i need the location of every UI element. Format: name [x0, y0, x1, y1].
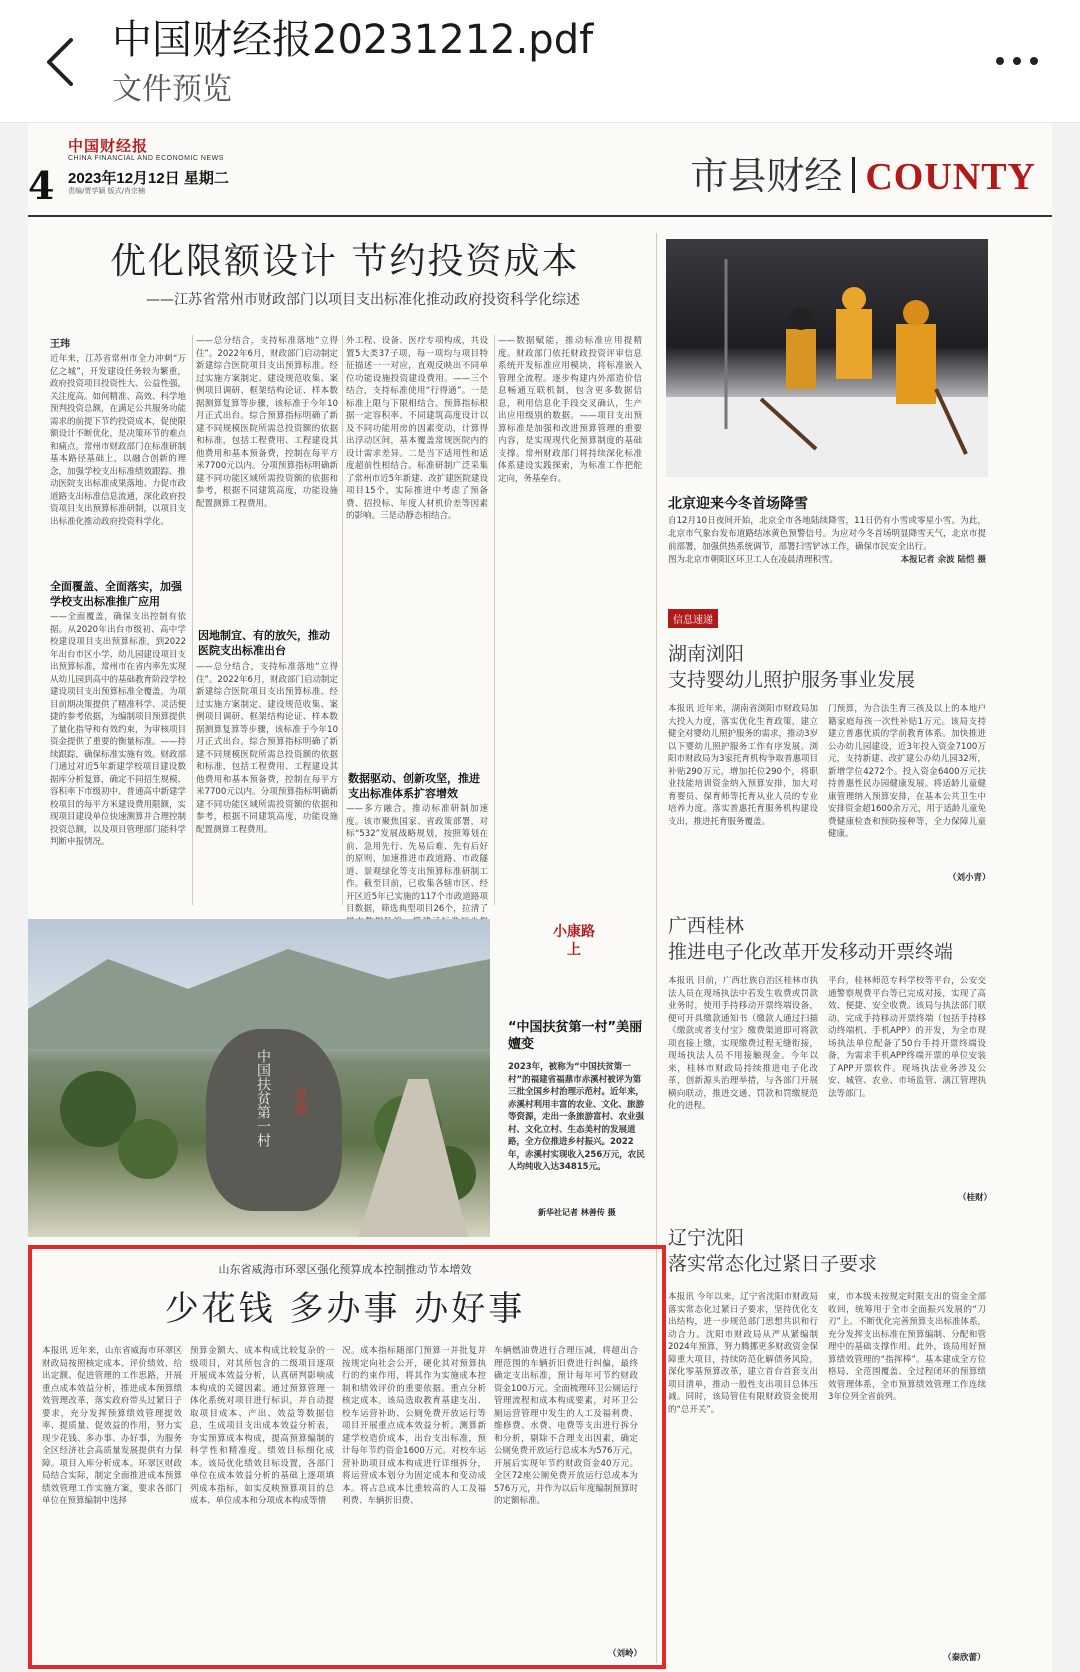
photo-news-body: 自12月10日夜间开始，北京全市各地陆续降雪，11日仍有小雪或零星小雪。为此，北京市气象台发布道路结冰黄色预警信号。为应对今冬首场明显降雪天气，北京市提前部署，加强供热系统调节，部署扫雪铲冰工作，确保市民安全出行。 [668, 516, 986, 552]
lead-subheadline: ——江苏省常州市财政部门以项目支出标准化推动政府投资科学化综述 [146, 292, 580, 308]
highlight-col-4: 车辆燃油费进行合理压减，将超出合理范围的车辆折旧费进行纠偏，最终确定支出标准，预计每年可节约财政资金100万元。全面梳理环卫公厕运行管理流程和成本构成要素，对环卫公厕运营管理中发生的人工及福利费、维修费、水费、电费等支出进行拆分和分析，剔除不合理支出因素，确定公厕免费开放运行总成本为576万元，开展后实现年节约财政资金40万元。全区72座公厕免费开放运行总成本为576万元，并作为以后年度编制预算时的定额标准。 [494, 1346, 638, 1506]
lead-paragraph-6: ——数据赋能，推动标准应用提精度。财政部门依托财政投资评审信息系统开发标准应用模块，将标准嵌入管理全流程。逐步构建内外部造价信息畅通互联机制，包含更多数据信息，利用信息化手段交叉确认，生产出应用级别的数据。——项目支出预算标准是加强和改进预算管理的重要内容，是实现现代化预算制度的基础支撑。常州财政部门将持续深化标准体系建设实践探索，为标准工作把舵定向，务基垒台。 [498, 336, 642, 484]
highlight-col-3: 况。成本指标随部门预算一并批复并按规定向社会公开，硬化其对预算执行的约束作用，将其作为实施成本控制和绩效评价的重要依据。重点分析核定成本。该局选取教育基建支出、校车运营补助、公厕免费开放运行等项目开展重点成本效益分析。测算新建学校造价成本，出台支出标准，预计每年节约资金1600万元。对校车运营补助项目成本构成进行详细拆分，将运营成本划分为固定成本和变动成本。将占总成本比重较高的人工及福利费、车辆折旧费、 [342, 1346, 486, 1506]
highlight-kicker: 山东省威海市环翠区强化预算成本控制推动节本增效 [218, 1263, 472, 1276]
brief-1-text-b: 门预算，为合法生育三孩及以上的本地户籍家庭每孩一次性补贴1万元。该局支持建立普惠优质的学前教育体系。加快推进公办幼儿园建设，近3年投入资金7100万元，支持新建、改扩建公办幼儿园32所，新增学位4272个。投入资金6400万元扶持普惠性民办园健康发展。将适龄儿童健康管理纳入预算安排，在基本公共卫生中安排资金超1600余万元，用于适龄儿童免费健康检查和预防接种等，全力保障儿童健康。 [828, 704, 986, 839]
brief-3-title-2: 落实常态化过紧日子要求 [668, 1253, 878, 1275]
lead-paragraph-5: ——多方融合，推动标准研制加速度。该市聚焦国家、省政策部署，对标“532”发展战略规划，按照筹划在前、急用先行、先易后难、先有后好的原则，加速推进市政道路、市政隧道、景观绿化等支出预算标准研制工作。截至目前，已收集各辖市区、经开区近5年已实施的117个市政道路项目数据，筛选典型项目26个，拉清了 [346, 804, 488, 914]
xiaokang-tag: 小康路上 [553, 924, 595, 958]
lead-paragraph-3: ——总分结合，支持标准落地“立得住”。2022年6月，财政部门启动制定新建综合医院项目支出预算标准。经过实施方案制定、建设规范收集、案例项目调研、框架结构论证、样本数据测算复算等步骤，该标准于今年10月正式出台。综合预算指标明确了新建不同规模医院所需总投资额的依据和标准，包括工程费用、工程建设其他费用和基本预备费，控制在每平方米7700元以内。分项预算指标明确新建不同功能区域所需投资额的依据和参考，根据不同建筑高度，功能设施配置测算工程费用。 [196, 336, 338, 509]
snow-photo [666, 239, 988, 477]
brief-2-text-a: 本报讯 目前，广西壮族自治区桂林市执法人员在现场执法中若发生收费或罚款业务时，使用手持移动开票终端设备，便可开具缴款通知书（缴款人通过扫描《缴款或者支付宝》缴费渠道即可将款项直接上缴，实现缴费过程无缝衔接，现场执法人员不用接触现金。今年以来，桂林市财政局持续推进电子化改革，创新源头治理举措，与各部门开展横向联动，推进交通、罚款和罚缴规范化的进程。 [668, 976, 818, 1111]
lead-headline: 优化限额设计 节约投资成本 [110, 241, 580, 282]
brief-3-author: （秦欣蕾） [943, 1653, 986, 1663]
xiaokang-text: 2023年，被称为“中国扶贫第一村”的福建省福鼎市赤溪村被评为第三批全国乡村治理示范村。近年来，赤溪村利用丰富的农业、文化、旅游等资源，走出一条旅游富村、农业强村、文化立村、生态美村的发展道路，全方位推进乡村振兴。2022年，赤溪村实现收入256万元，农民人均纯收入达34815元。 [508, 1062, 645, 1172]
chixi-village-photo [28, 919, 490, 1237]
issue-date: 2023年12月12日 星期二 [68, 170, 229, 187]
app-bar [0, 0, 1080, 123]
lead-subhead-c: 数据驱动、创新攻坚，推进支出标准体系扩容增效 [348, 772, 480, 800]
column-rule [342, 335, 343, 905]
lead-paragraph-1: 近年来，江苏省常州市全力冲刺“万亿之城”，开发建设任务较为繁重，政府投资项目投资性大、公益性强，关注度高。如何精准、高效、科学地预判投资总额，在满足公共服务功能需求的前提下节约投资成本，促使限额设计不断优化，是决策环节的难点和痛点。常州市财政部门在标准研制基本路径基础上，以融合创新的理念，加强学校支出标准绩效跟踪、推动医院支出标准成果落地、力促市政道路支出标准信息流通，深化政府投资项目支出预算标准研制，以项目支出标准化推动政府投资科学化。 [50, 354, 187, 527]
more-button[interactable] [982, 36, 1052, 86]
brief-2-title-2: 推进电子化改革开发移动开票终端 [668, 941, 954, 963]
lead-paragraph-4: 外工程、设备、医疗专项构成，共设置5大类37子项，每一项均与项目特征描述一一对应，直观反映出不同单位功能设施投资建设费用。——三个结合，支持标准使用“行得通”。一是标准上限与下限相结合。预算指标根据一定容积率、不同建筑高度设计以及不同功能用房的因素变动，计算得出浮动区间，基本覆盖常规医院内的设计需求差异。二是当下适用性和适度超前性相结合。标准研制广泛采集了常州市近5年新建、改扩建医院建设项目15个，实际推进中考虑了预备费、招投标、年度人材机价差等因素的影响。三是动静态相结合。 [346, 336, 488, 521]
newspaper-logo-en: CHINA FINANCIAL AND ECONOMIC NEWS [68, 155, 224, 162]
stone-monument [206, 1029, 342, 1211]
editors: 责编/贾学颖 版式/肖宗楠 [68, 187, 145, 195]
section-en: COUNTY [865, 156, 1036, 198]
highlight-col-2: 预算金额大、成本构成比较复杂的一级项目，对其所包含的二级项目逐项开展成本效益分析，认真研判影响成本构成的关键因素。通过预算管理一体化系统对项目进行标识，并自动提取项目成本、产出、效益等数据信息，生成项目支出成本效益分析表，夯实预算成本构成，提高预算编制的科学性和精准度。绩效目标细化成本。该局优化绩效目标设置，各部门单位在成本效益分析的基础上逐项填列成本指标，如实反映预算项目的总成本、单位成本和分项成本构成等情 [190, 1346, 334, 1506]
back-button[interactable] [30, 22, 90, 102]
newspaper-logo: 中国财经报 [68, 137, 149, 155]
highlight-col-1: 本报讯 近年来，山东省威海市环翠区财政局按照核定成本、评价绩效、给出定额、促进管理的工作思路，开展重点成本效益分析，推进成本预算绩效管理改革，落实政府带头过紧日子要求，充分发挥预算绩效管理提效率、提质量、促效益的作用，努力实现少花钱、多办事、办好事，为服务全区经济社会高质量发展提供有力保障。项目入库分析成本。环翠区财政局结合实际，制定全面推进成本预算绩效管理工作实施方案，要求各部门单位在预算编制中选择 [42, 1346, 182, 1506]
section-cn: 市县财经 [690, 154, 843, 198]
file-title: 中国财经报20231212.pdf [112, 17, 594, 63]
brief-2-author: （桂财） [958, 1193, 993, 1203]
snow-workers-illustration [666, 239, 988, 477]
photo-news-title: 北京迎来今冬首场降雪 [668, 496, 808, 512]
xiaokang-author: 新华社记者 林善传 摄 [538, 1208, 616, 1217]
newspaper-masthead [28, 123, 1052, 217]
brief-1-title-1: 湖南浏阳 [668, 643, 745, 665]
more-dots-icon [996, 57, 1038, 65]
highlight-headline: 少花钱 多办事 办好事 [164, 1289, 526, 1329]
column-rule [192, 335, 193, 905]
file-subtitle: 文件预览 [112, 72, 232, 107]
brief-2-text-b: 平台，桂林师范专科学校等平台，公安交通警察规费平台等已完成对接，实现了高效、便捷、安全收费。该局与执法部门联动，完成手持移动开票终端（包括手持移动终端机、手机APP）的开发，为全市现场执法单位配备了50台手持开票终端设备，为需求手机APP终端开票的单位安装了APP开票软件。现场执法业务涉及公安、城管、农业、市场监管、漓江管理执法等部门。 [828, 976, 986, 1099]
stone-monument-text: 中国扶贫第一村 [255, 1049, 271, 1147]
stone-monument-red-text: 赤溪 [292, 1087, 308, 1115]
page-number: 4 [28, 163, 55, 208]
photo-news-text [668, 515, 986, 567]
brief-1-author: （刘小青） [948, 873, 991, 883]
highlight-author: （刘岭） [608, 1649, 643, 1659]
pdf-page [28, 123, 1052, 1672]
brief-2-title-1: 广西桂林 [668, 915, 745, 937]
section-header [690, 145, 1036, 200]
chevron-left-icon [43, 36, 77, 88]
lead-author: 王玮 [50, 339, 70, 350]
brief-3-text-a: 本报讯 今年以来，辽宁省沈阳市财政局落实常态化过紧日子要求，坚持优化支出结构，进一步规范部门思想共识和行动合力。沈阳市财政局从严从紧编制2024年预算，努力腾挪更多财政资金保障重大项目，持续防范化解债务风险，深化零基预算改革，建立首台首套支出项目清单，推动一般性支出项目总体压减。同时，该局管住有限财政资金使用的“总开关”。 [668, 1292, 818, 1415]
xiaokang-title: “中国扶贫第一村”美丽嬗变 [508, 1020, 643, 1052]
brief-3-text-b: 束，市本级未按规定时限支出的资金全部收回，统筹用于全市全面振兴发展的“刀刃”上。不断优化完善预算支出标准体系，充分发挥支出标准在预算编制、分配和管理中的基础支撑作用。此外，该局用好预算绩效管理的“指挥棒”。基本建成全方位格局、全范围覆盖、全过程闭环的预算绩效管理体系，全市预算绩效管理工作连续3年位列全省前列。 [828, 1292, 986, 1402]
lead-paragraph-2: ——全面覆盖，确保支出控制有依据。从2020年出台市级初、高中学校建设项目支出预算标准，到2022年出台市区小学、幼儿园建设项目支出预算标准，常州市在省内率先实现从幼儿园到高中的基础教育阶段学校建设项目支出预算标准全覆盖，为项目前期决策提供了精准科学、灵活便捷的参考依据，为编制项目预算提供了量化指导和有效约束，为审核项目资金提供了重要的衡量标准。——持续跟踪，确保标准实施有效。财政部门通过对近5年新建学校项目建设数据库分析复算，确定不同招生规模、容积率下市级初中、普通高中新建学校项目的每平方米建设费用限额，实现项目建设单位快速测算并合理控制投资总额，以及项目管理部门能科学判断申报情况。 [50, 612, 187, 847]
lead-paragraph-3b: ——总分结合，支持标准落地“立得住”。2022年6月，财政部门启动制定新建综合医院项目支出预算标准。经过实施方案制定、建设规范收集、案例项目调研、框架结构论证、样本数据测算复算等步骤，该标准于今年10月正式出台。综合预算指标明确了新建不同规模医院所需总投资额的依据和标准，包括工程费用、工程建设其他费用和基本预备费，控制在每平方米7700元以内。分项预算指标明确新建不同功能区域所需投资额的依据和参考，根据不同建筑高度，功能设施配置测算工程费用。 [196, 662, 338, 835]
lead-subhead-a: 全面覆盖、全面落实，加强学校支出标准推广应用 [50, 580, 182, 608]
brief-1-text-a: 本报讯 近年来，湖南省浏阳市财政局加大投入力度，落实优化生育政策，建立健全对婴幼儿照护服务的需求，推动3岁以下婴幼儿照护服务工作有序发展。浏阳市财政局为3家托育机构争取普惠项目补贴290万元，增加托位290个，将职业技能培训资金纳入预算安排，加大对育婴员、保育师等托育从业人员的专业培养力度。落实普惠托育服务机构建设支出，推进托育服务覆盖。 [668, 704, 818, 827]
photo-news-caption: 图为北京市朝阳区环卫工人在凌晨清理积雪。 [668, 555, 839, 565]
brief-3-title-1: 辽宁沈阳 [668, 1227, 745, 1249]
lead-subhead-b: 因地制宜、有的放矢，推动医院支出标准出台 [198, 629, 330, 657]
photo-news-credit: 本报记者 余波 陆恺 摄 [900, 555, 986, 565]
section-divider [852, 157, 855, 193]
brief-1-title-2: 支持婴幼儿照护服务事业发展 [668, 669, 916, 691]
column-rule [494, 335, 495, 905]
briefs-tag: 信息速递 [668, 609, 718, 628]
pdf-viewer[interactable] [0, 123, 1080, 1672]
